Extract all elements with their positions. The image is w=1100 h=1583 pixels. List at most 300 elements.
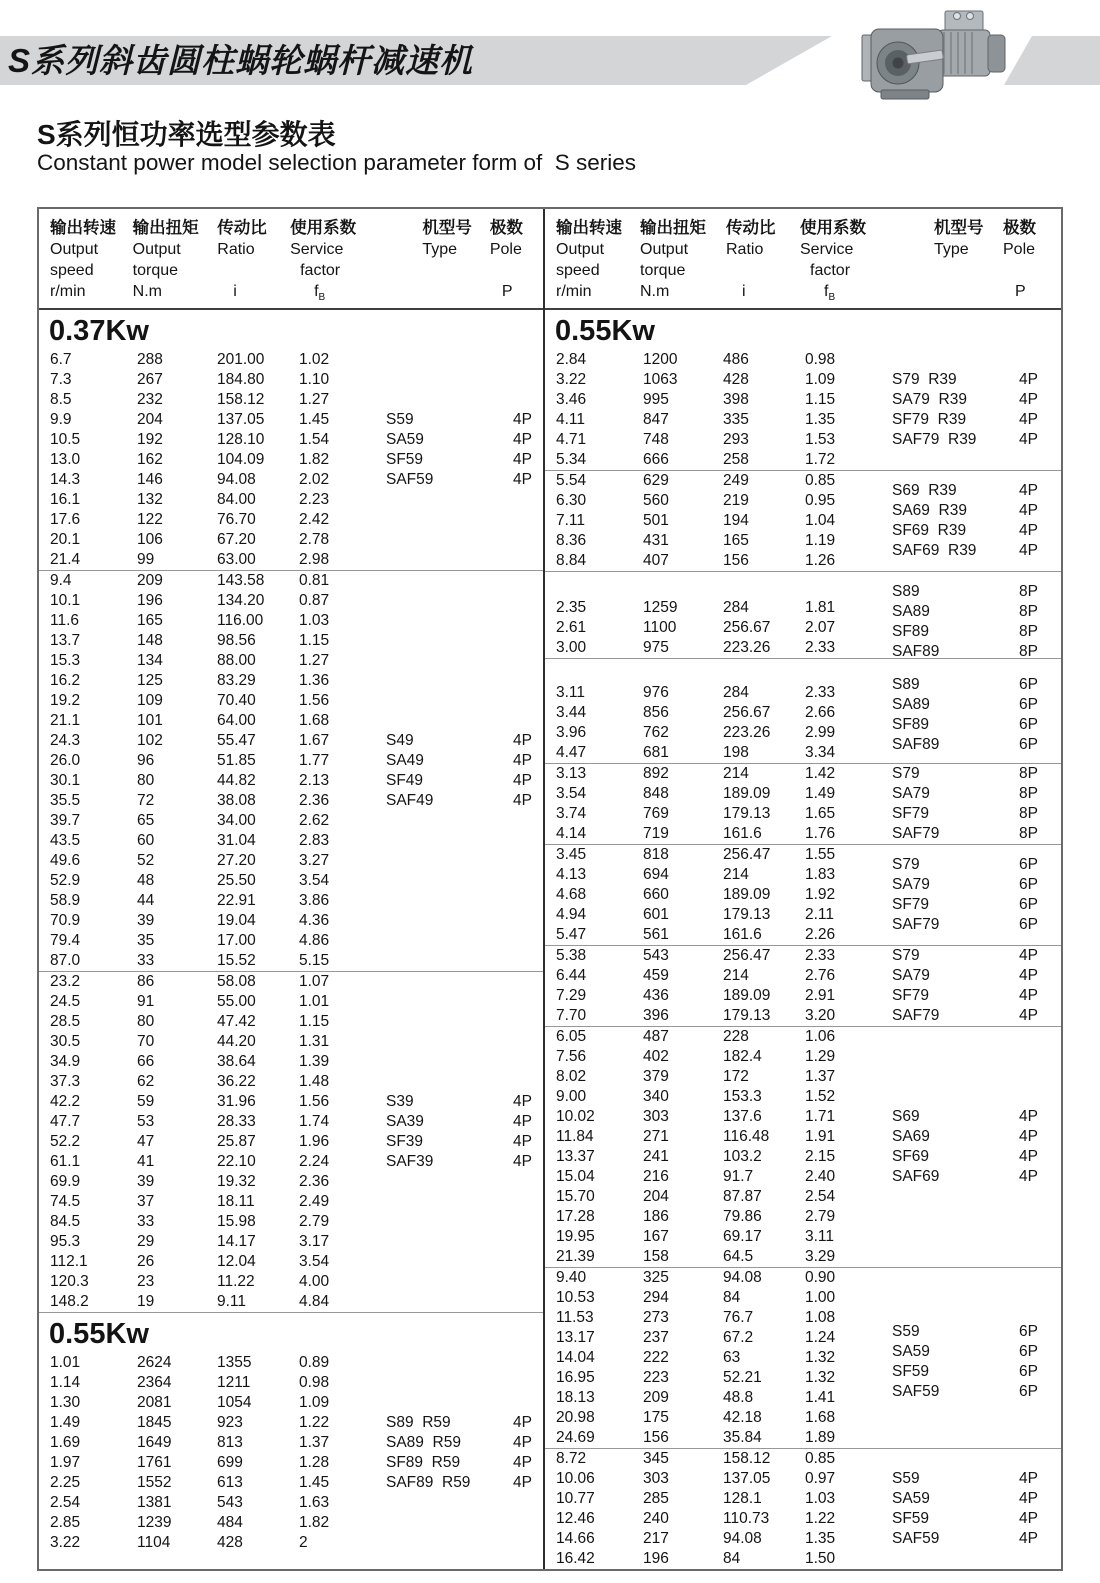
cell-output-speed: 13.17 — [556, 1329, 595, 1346]
cell-service-factor: 1.36 — [299, 672, 330, 689]
cell-output-speed: 5.47 — [556, 926, 587, 943]
data-block — [545, 1448, 1061, 1569]
pole-label: 4P — [1019, 1007, 1038, 1024]
cell-service-factor: 0.97 — [805, 1470, 836, 1487]
type-row — [892, 1529, 1038, 1549]
pole-label: 4P — [513, 1113, 532, 1130]
cell-service-factor: 1.53 — [805, 431, 836, 448]
cell-service-factor: 1.89 — [805, 1429, 836, 1446]
cell-service-factor: 1.09 — [805, 371, 836, 388]
cell-output-torque: 2081 — [137, 1394, 172, 1411]
cell-ratio: 22.91 — [217, 892, 256, 909]
cell-ratio: 256.67 — [723, 619, 771, 636]
cell-ratio: 214 — [723, 967, 749, 984]
cell-output-torque: 232 — [137, 391, 163, 408]
type-label: SA59 — [892, 1490, 930, 1507]
cell-service-factor: 1.56 — [299, 692, 330, 709]
cell-service-factor: 2.15 — [805, 1148, 836, 1165]
cell-ratio: 63.00 — [217, 551, 256, 568]
cell-output-torque: 19 — [137, 1293, 155, 1310]
column-headers — [39, 209, 543, 310]
cell-service-factor: 1.92 — [805, 886, 836, 903]
type-label: SF79 — [892, 987, 930, 1004]
cell-output-speed: 7.11 — [556, 512, 586, 529]
cell-service-factor: 1.72 — [805, 451, 836, 468]
cell-output-speed: 3.46 — [556, 391, 587, 408]
cell-service-factor: 2.02 — [299, 471, 330, 488]
type-column — [386, 410, 532, 490]
cell-ratio: 58.08 — [217, 973, 256, 990]
pole-label: 4P — [1019, 947, 1038, 964]
pole-label: 4P — [1019, 482, 1038, 499]
cell-output-speed: 4.14 — [556, 825, 587, 842]
data-block — [545, 350, 1061, 470]
cell-ratio: 189.09 — [723, 785, 771, 802]
cell-ratio: 284 — [723, 684, 749, 701]
cell-output-speed: 5.38 — [556, 947, 587, 964]
cell-service-factor: 1.56 — [299, 1093, 330, 1110]
cell-service-factor: 4.36 — [299, 912, 330, 929]
cell-service-factor: 1.77 — [299, 752, 330, 769]
cell-ratio: 69.17 — [723, 1228, 762, 1245]
type-label: SAF39 — [386, 1153, 434, 1170]
header-en2-label: speed — [50, 262, 94, 279]
cell-output-torque: 848 — [643, 785, 669, 802]
header-col-type — [908, 218, 1003, 308]
header-en2-label: torque — [132, 262, 179, 279]
header-cn-label: 输出转速 — [556, 219, 622, 237]
type-label: S79 R39 — [892, 371, 957, 388]
cell-output-torque: 1259 — [643, 599, 678, 616]
type-row — [892, 966, 1038, 986]
type-column — [892, 855, 1038, 935]
header-col-torque — [133, 218, 218, 308]
cell-ratio: 1054 — [217, 1394, 252, 1411]
cell-service-factor: 0.87 — [299, 592, 330, 609]
cell-service-factor: 2.78 — [299, 531, 330, 548]
cell-output-speed: 84.5 — [50, 1213, 81, 1230]
cell-output-speed: 8.5 — [50, 391, 72, 408]
cell-ratio: 214 — [723, 866, 749, 883]
type-label: S79 — [892, 947, 920, 964]
cell-ratio: 31.04 — [217, 832, 256, 849]
cell-ratio: 44.82 — [217, 772, 256, 789]
cell-ratio: 27.20 — [217, 852, 256, 869]
header-en-label: Type — [934, 241, 969, 258]
cell-ratio: 179.13 — [723, 1007, 771, 1024]
cell-output-torque: 340 — [643, 1088, 669, 1105]
cell-service-factor: 2.40 — [805, 1168, 836, 1185]
header-en-label: Ratio — [217, 241, 255, 258]
cell-service-factor: 0.95 — [805, 492, 836, 509]
type-row — [892, 804, 1038, 824]
cell-output-speed: 4.94 — [556, 906, 587, 923]
cell-ratio: 543 — [217, 1494, 243, 1511]
type-row — [892, 784, 1038, 804]
cell-ratio: 36.22 — [217, 1073, 256, 1090]
pole-label: 6P — [1019, 1363, 1038, 1380]
cell-output-speed: 21.1 — [50, 712, 81, 729]
cell-output-speed: 49.6 — [50, 852, 81, 869]
cell-output-speed: 16.42 — [556, 1550, 595, 1567]
type-label: SA79 R39 — [892, 391, 967, 408]
type-label: SF89 — [892, 716, 930, 733]
table-row — [50, 1493, 543, 1513]
cell-output-torque: 39 — [137, 912, 155, 929]
type-label: SF59 — [386, 451, 424, 468]
cell-output-torque: 209 — [643, 1389, 669, 1406]
type-column — [892, 1469, 1038, 1549]
data-block — [545, 470, 1061, 571]
cell-service-factor: 1.35 — [805, 1530, 836, 1547]
cell-service-factor: 1.27 — [299, 391, 330, 408]
cell-service-factor: 3.11 — [805, 1228, 835, 1245]
cell-ratio: 67.2 — [723, 1329, 754, 1346]
cell-ratio: 88.00 — [217, 652, 256, 669]
cell-ratio: 923 — [217, 1414, 243, 1431]
cell-output-torque: 196 — [643, 1550, 669, 1567]
header-en2-label — [934, 260, 1003, 281]
cell-ratio: 428 — [217, 1534, 243, 1551]
pole-label: 4P — [1019, 1168, 1038, 1185]
header-en2-label — [1003, 260, 1057, 281]
pole-label: 6P — [1019, 856, 1038, 873]
cell-service-factor: 1.52 — [805, 1088, 836, 1105]
header-en-label: Ratio — [726, 241, 764, 258]
cell-output-speed: 52.9 — [50, 872, 81, 889]
cell-output-torque: 106 — [137, 531, 163, 548]
table-row — [50, 651, 543, 671]
header-en-label: Pole — [489, 241, 522, 258]
pole-label: 4P — [1019, 411, 1038, 428]
cell-output-torque: 44 — [137, 892, 155, 909]
type-label: S89 — [892, 583, 920, 600]
cell-output-speed: 30.1 — [50, 772, 81, 789]
cell-ratio: 47.42 — [217, 1013, 256, 1030]
cell-output-torque: 345 — [643, 1450, 669, 1467]
type-row — [386, 771, 532, 791]
header-cn-label: 使用系数 — [290, 219, 357, 237]
cell-ratio: 165 — [723, 532, 749, 549]
cell-ratio: 428 — [723, 371, 749, 388]
table-row — [50, 831, 543, 851]
table-row — [556, 1027, 1061, 1047]
pole-label: 4P — [513, 411, 532, 428]
cell-output-speed: 9.00 — [556, 1088, 587, 1105]
cell-output-torque: 237 — [643, 1329, 669, 1346]
cell-ratio: 219 — [723, 492, 749, 509]
cell-output-speed: 3.54 — [556, 785, 587, 802]
cell-output-speed: 34.9 — [50, 1053, 81, 1070]
type-column — [892, 370, 1038, 450]
cell-output-speed: 16.95 — [556, 1369, 595, 1386]
cell-output-torque: 694 — [643, 866, 669, 883]
cell-output-speed: 43.5 — [50, 832, 81, 849]
type-row — [892, 1147, 1038, 1167]
data-block — [545, 571, 1061, 658]
cell-service-factor: 1.26 — [805, 552, 836, 569]
parameter-table — [37, 207, 1063, 1571]
cell-ratio: 256.47 — [723, 846, 771, 863]
cell-ratio: 94.08 — [723, 1530, 762, 1547]
cell-service-factor: 1.71 — [805, 1108, 836, 1125]
table-row — [50, 1513, 543, 1533]
table-row — [50, 611, 543, 631]
cell-output-torque: 436 — [643, 987, 669, 1004]
cell-output-speed: 4.68 — [556, 886, 587, 903]
data-block — [39, 350, 543, 570]
type-label: SA59 — [892, 1343, 930, 1360]
cell-ratio: 38.08 — [217, 792, 256, 809]
cell-ratio: 84 — [723, 1550, 741, 1567]
cell-service-factor: 3.27 — [299, 852, 330, 869]
cell-service-factor: 1.39 — [299, 1053, 330, 1070]
column-headers — [545, 209, 1061, 310]
type-label: SA59 — [386, 431, 424, 448]
table-row — [50, 1252, 543, 1272]
cell-ratio: 223.26 — [723, 639, 771, 656]
type-row — [386, 731, 532, 751]
cell-ratio: 1355 — [217, 1354, 252, 1371]
cell-output-speed: 24.69 — [556, 1429, 595, 1446]
cell-service-factor: 2.98 — [299, 551, 330, 568]
cell-service-factor: 2.76 — [805, 967, 836, 984]
type-row — [892, 895, 1038, 915]
cell-output-torque: 65 — [137, 812, 155, 829]
cell-ratio: 38.64 — [217, 1053, 256, 1070]
cell-service-factor: 2.26 — [805, 926, 836, 943]
type-row — [892, 370, 1038, 390]
cell-output-speed: 10.53 — [556, 1289, 595, 1306]
table-row — [556, 1207, 1061, 1227]
pole-label: 6P — [1019, 1323, 1038, 1340]
cell-output-speed: 69.9 — [50, 1173, 81, 1190]
cell-output-torque: 285 — [643, 1490, 669, 1507]
pole-label: 4P — [1019, 502, 1038, 519]
type-label: SA49 — [386, 752, 424, 769]
type-label: SA89 — [892, 696, 930, 713]
pole-label: 4P — [513, 471, 532, 488]
cell-output-torque: 162 — [137, 451, 163, 468]
cell-output-torque: 33 — [137, 1213, 155, 1230]
cell-ratio: 18.11 — [217, 1193, 255, 1210]
cell-output-speed: 148.2 — [50, 1293, 89, 1310]
type-column — [386, 1092, 532, 1172]
cell-output-speed: 10.1 — [50, 592, 81, 609]
type-row — [386, 450, 532, 470]
cell-service-factor: 1.45 — [299, 1474, 330, 1491]
type-label: S39 — [386, 1093, 414, 1110]
pole-label: 8P — [1019, 623, 1038, 640]
cell-ratio: 256.67 — [723, 704, 771, 721]
pole-label: 4P — [513, 792, 532, 809]
cell-ratio: 156 — [723, 552, 749, 569]
type-label: SA89 — [892, 603, 930, 620]
cell-output-speed: 10.77 — [556, 1490, 595, 1507]
pole-label: 8P — [1019, 805, 1038, 822]
cell-ratio: 201.00 — [217, 351, 265, 368]
cell-ratio: 52.21 — [723, 1369, 762, 1386]
cell-output-torque: 762 — [643, 724, 669, 741]
cell-output-speed: 58.9 — [50, 892, 81, 909]
table-half-left — [39, 209, 545, 1569]
cell-output-torque: 271 — [643, 1128, 669, 1145]
cell-output-speed: 3.96 — [556, 724, 587, 741]
cell-service-factor: 1.31 — [299, 1033, 330, 1050]
cell-output-speed: 15.3 — [50, 652, 81, 669]
cell-output-speed: 2.85 — [50, 1514, 81, 1531]
cell-output-speed: 52.2 — [50, 1133, 81, 1150]
header-en-label: Service — [290, 241, 344, 258]
cell-output-torque: 204 — [643, 1188, 669, 1205]
cell-output-torque: 402 — [643, 1048, 669, 1065]
type-row — [892, 1509, 1038, 1529]
type-row — [386, 1112, 532, 1132]
type-row — [892, 521, 1038, 541]
type-row — [892, 1362, 1038, 1382]
type-label: SF59 — [892, 1363, 930, 1380]
pole-label: 6P — [1019, 1343, 1038, 1360]
cell-service-factor: 1.07 — [299, 973, 330, 990]
table-row — [556, 1428, 1061, 1448]
cell-output-speed: 8.72 — [556, 1450, 587, 1467]
cell-output-speed: 16.2 — [50, 672, 81, 689]
cell-service-factor: 2.79 — [299, 1213, 330, 1230]
cell-output-speed: 23.2 — [50, 973, 81, 990]
cell-service-factor: 2.54 — [805, 1188, 836, 1205]
cell-service-factor: 5.15 — [299, 952, 330, 969]
table-row — [50, 992, 543, 1012]
cell-output-speed: 13.7 — [50, 632, 81, 649]
type-row — [892, 541, 1038, 561]
cell-ratio: 486 — [723, 351, 749, 368]
cell-output-torque: 487 — [643, 1028, 669, 1045]
pole-label: 4P — [513, 732, 532, 749]
cell-service-factor: 2.33 — [805, 947, 836, 964]
cell-ratio: 194 — [723, 512, 749, 529]
cell-output-speed: 6.44 — [556, 967, 587, 984]
pole-label: 4P — [513, 772, 532, 789]
type-row — [892, 1469, 1038, 1489]
type-row — [892, 855, 1038, 875]
header-en-label: Output — [556, 241, 605, 258]
table-row — [50, 1272, 543, 1292]
type-label: SF89 R59 — [386, 1454, 461, 1471]
header-cn-label: 极数 — [489, 219, 523, 237]
type-row — [386, 791, 532, 811]
cell-ratio: 76.70 — [217, 511, 256, 528]
type-label: SF79 R39 — [892, 411, 967, 428]
table-row — [556, 1288, 1061, 1308]
cell-output-torque: 125 — [137, 672, 163, 689]
table-row — [50, 1232, 543, 1252]
cell-output-speed: 9.40 — [556, 1269, 587, 1286]
cell-output-torque: 156 — [643, 1429, 669, 1446]
cell-ratio: 256.47 — [723, 947, 771, 964]
table-row — [50, 851, 543, 871]
cell-output-speed: 13.0 — [50, 451, 81, 468]
cell-ratio: 484 — [217, 1514, 243, 1531]
type-label: SF49 — [386, 772, 424, 789]
header-en2-label: torque — [640, 262, 686, 279]
cell-output-speed: 13.37 — [556, 1148, 595, 1165]
cell-ratio: 184.80 — [217, 371, 265, 388]
cell-output-torque: 148 — [137, 632, 163, 649]
cell-output-speed: 21.4 — [50, 551, 81, 568]
data-block — [39, 570, 543, 971]
cell-service-factor: 1.48 — [299, 1073, 330, 1090]
header-col-pole — [490, 218, 543, 308]
cell-ratio: 44.20 — [217, 1033, 256, 1050]
cell-service-factor: 1.37 — [805, 1068, 836, 1085]
cell-service-factor: 0.98 — [299, 1374, 330, 1391]
header-col-factor — [290, 218, 396, 308]
cell-output-speed: 17.28 — [556, 1208, 595, 1225]
cell-output-speed: 8.02 — [556, 1068, 587, 1085]
cell-output-torque: 80 — [137, 772, 155, 789]
cell-service-factor: 1.03 — [805, 1490, 836, 1507]
cell-service-factor: 3.20 — [805, 1007, 836, 1024]
cell-ratio: 161.6 — [723, 825, 762, 842]
cell-output-torque: 431 — [643, 532, 669, 549]
cell-ratio: 84 — [723, 1289, 741, 1306]
pole-label: 6P — [1019, 696, 1038, 713]
cell-ratio: 189.09 — [723, 886, 771, 903]
cell-output-speed: 24.3 — [50, 732, 81, 749]
type-label: SF69 R39 — [892, 522, 967, 539]
cell-ratio: 228 — [723, 1028, 749, 1045]
cell-ratio: 91.7 — [723, 1168, 754, 1185]
type-column — [386, 731, 532, 811]
header-col-factor — [800, 218, 908, 308]
cell-output-speed: 1.69 — [50, 1434, 81, 1451]
table-row — [50, 931, 543, 951]
cell-service-factor: 1.54 — [299, 431, 330, 448]
type-row — [386, 1433, 532, 1453]
cell-service-factor: 1.45 — [299, 411, 330, 428]
header-cn-label: 传动比 — [217, 219, 267, 237]
cell-output-torque: 273 — [643, 1309, 669, 1326]
cell-output-torque: 1649 — [137, 1434, 172, 1451]
cell-output-torque: 41 — [137, 1153, 155, 1170]
cell-ratio: 84.00 — [217, 491, 256, 508]
power-section-header: 0.55Kw — [555, 315, 655, 347]
cell-service-factor: 3.54 — [299, 1253, 330, 1270]
table-row — [50, 671, 543, 691]
cell-output-torque: 1200 — [643, 351, 678, 368]
type-row — [386, 751, 532, 771]
cell-service-factor: 2.36 — [299, 792, 330, 809]
cell-ratio: 87.87 — [723, 1188, 762, 1205]
cell-ratio: 15.98 — [217, 1213, 256, 1230]
cell-output-speed: 3.45 — [556, 846, 587, 863]
cell-output-torque: 62 — [137, 1073, 155, 1090]
cell-ratio: 198 — [723, 744, 749, 761]
cell-output-speed: 21.39 — [556, 1248, 595, 1265]
cell-ratio: 699 — [217, 1454, 243, 1471]
header-col-speed — [50, 218, 133, 308]
type-row — [386, 1413, 532, 1433]
cell-ratio: 35.84 — [723, 1429, 762, 1446]
unit-subscript: B — [318, 292, 326, 304]
cell-service-factor: 1.37 — [299, 1434, 330, 1451]
table-row — [556, 1268, 1061, 1288]
header-en-label: Type — [422, 241, 458, 258]
cell-service-factor: 2 — [299, 1534, 308, 1551]
pole-label: 4P — [1019, 1510, 1038, 1527]
table-row — [50, 1192, 543, 1212]
cell-ratio: 12.04 — [217, 1253, 256, 1270]
